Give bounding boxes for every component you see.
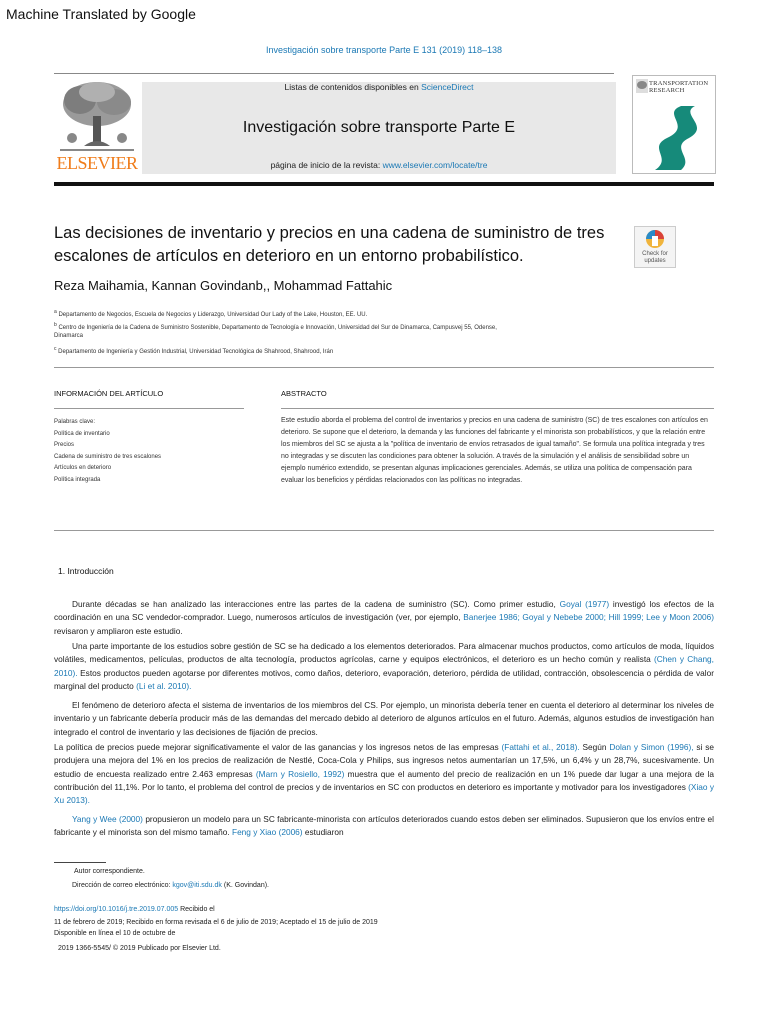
text-run: propusieron un modelo para un SC fabricante-minorista con artículos deteriorados cuando estos deben ser eliminados. Supusieron que los envíos entre el fabricante y el minorista son del mismo tamaño. — [54, 814, 715, 838]
abstract-heading: ABSTRACTO — [281, 389, 327, 398]
intro-paragraph-1 — [54, 598, 714, 638]
affiliation-c — [54, 344, 654, 358]
text-run: Durante décadas se han analizado las interacciones entre las partes de la cadena de suministro (SC). Como primer estudio, — [72, 599, 560, 609]
email-link[interactable]: kgov@iti.sdu.dk — [172, 882, 222, 889]
cover-road-icon — [633, 104, 715, 172]
affiliation-mark: b — [54, 322, 57, 328]
doi-link[interactable]: https://doi.org/10.1016/j.tre.2019.07.005 — [54, 906, 179, 913]
citation-link[interactable]: Goyal (1977) — [559, 599, 610, 609]
elsevier-mini-logo-icon — [636, 79, 648, 93]
copyright-line: 2019 1366-5545/ © 2019 Publicado por Elsevier Ltd. — [58, 945, 221, 952]
affiliation-text: Departamento de Negocios, Escuela de Negocios y Liderazgo, Universidad Our Lady of the Lake, Houston, EE. UU. — [58, 312, 368, 318]
author-list: Reza Maihamia, Kannan Govindanb,, Mohammad Fattahic — [54, 278, 393, 293]
journal-homepage-line — [142, 160, 616, 170]
header-top-rule — [54, 73, 614, 74]
journal-homepage-link[interactable]: www.elsevier.com/locate/tre — [382, 160, 488, 170]
journal-title: Investigación sobre transporte Parte E — [242, 119, 516, 136]
affiliation-text: Centro de Ingeniería de la Cadena de Suministro Sostenible, Departamento de Tecnología e Innovación, Universidad del Sur de Dinamarca, Campusvej 55, Odense, — [58, 325, 497, 331]
contents-available-line — [142, 82, 616, 92]
article-info-heading: INFORMACIÓN DEL ARTÍCULO — [54, 389, 164, 398]
journal-cover — [632, 75, 716, 174]
intro-paragraph-3 — [54, 699, 714, 739]
affiliation-text: Departamento de Ingeniería y Gestión Industrial, Universidad Tecnológica de Shahrood, Shahrood, Irán — [58, 349, 334, 355]
text-run: Según — [579, 742, 610, 752]
citation-link[interactable]: (Fattahi et al., 2018). — [501, 742, 580, 752]
info-top-rule — [54, 367, 714, 368]
text-run: El fenómeno de deterioro afecta el sistema de inventarios de los miembros del CS. Por ejemplo, un minorista debería tener en cuenta el deterioro al determinar los niveles de inventario y un fabricante debería producir más de las demandas del mercado debido al deterioro de algunos artículos en el futuro. Además, algunos estudios de investigación han integrado el control de inventario y las decisiones de fijación de precios. — [54, 700, 714, 737]
citation-link[interactable]: (Xiao y Xu 2013). — [54, 781, 714, 806]
citation-link[interactable]: Dolan y Simon (1996), — [609, 742, 694, 752]
available-online-line: Disponible en línea el 10 de octubre de — [54, 930, 176, 937]
text-run: si se produjera una mejora del 1% en los precios de realización de Nestlé, Coca-Cola y Philips, sus ingresos netos aumentarían un 17,5%, un 6,4% y un 28,7%, sucesivamente. Un estudio de encuesta realizado entre 2.463 empresas — [54, 742, 714, 779]
journal-reference[interactable]: Investigación sobre transporte Parte E 131 (2019) 118–138 — [266, 45, 502, 55]
dates-line: 11 de febrero de 2019; Recibido en forma revisada el 6 de julio de 2019; Aceptado el 15 de julio de 2019 — [54, 919, 378, 926]
intro-paragraph-2 — [54, 640, 714, 693]
keywords-label: Palabras clave: — [54, 419, 96, 425]
citation-link[interactable]: (Chen y Chang, 2010). — [54, 654, 714, 678]
keyword-item: Precios — [54, 442, 75, 448]
footnote-rule — [54, 862, 106, 863]
article-info-rule — [54, 408, 244, 409]
email-suffix: (K. Govindan). — [221, 882, 269, 889]
affiliation-b-cont — [54, 331, 654, 342]
keyword-item: Cadena de suministro de tres escalones — [54, 453, 162, 460]
machine-translation-banner: Machine Translated by Google — [6, 6, 196, 22]
keywords-list — [54, 417, 161, 486]
elsevier-wordmark: ELSEVIER — [56, 153, 138, 173]
affiliation-mark: a — [54, 309, 57, 315]
sciencedirect-link[interactable]: ScienceDirect — [421, 82, 474, 92]
text-run: Una parte importante de los estudios sobre gestión de SC se ha dedicado a los elementos deteriorados. Para almacenar muchos productos, como artículos de moda, líquidos volátiles, medicamentos, películas, productos de alta tecnología, productos agrícolas, carne y equipos electrónicos, el deterioro es un hecho común y realista — [54, 641, 714, 665]
text-run: estudiaron — [302, 827, 344, 838]
intro-paragraph-5 — [54, 813, 714, 840]
keyword-item: Política integrada — [54, 476, 101, 483]
abstract-rule — [281, 408, 714, 409]
abstract-bottom-rule — [54, 530, 714, 531]
text-run: investigó los efectos de la coordinación en una SC vendedor-comprador. Luego, numerosos artículos de investigación (ver, por ejemplo, — [54, 599, 714, 623]
received-prefix: Recibido el — [178, 906, 215, 913]
cover-title: TRANSPORTATION RESEARCH — [649, 80, 709, 94]
section-heading-introduction: 1. Introducción — [58, 566, 114, 576]
keyword-item: Artículos en deterioro — [54, 465, 112, 471]
check-for-updates-button[interactable] — [634, 226, 676, 268]
affiliation-text: Dinamarca — [54, 333, 84, 339]
article-title — [54, 222, 634, 268]
affiliation-a — [54, 307, 654, 321]
text-run: La política de precios puede mejorar significativamente el valor de las ganancias y los ingresos netos de las empresas — [54, 742, 502, 752]
homepage-prefix: página de inicio de la revista: — [270, 160, 383, 170]
elsevier-logo — [54, 78, 140, 174]
email-note — [72, 882, 269, 889]
citation-link[interactable]: Feng y Xiao (2006) — [232, 827, 303, 838]
header-bottom-rule — [54, 182, 714, 186]
article-title-line-1: Las decisiones de inventario y precios en una cadena de suministro de tres — [54, 224, 605, 242]
keyword-item: Política de inventario — [54, 430, 110, 437]
citation-link[interactable]: Banerjee 1986; Goyal y Nebebe 2000; Hill 1999; Lee y Moon 2006) — [463, 612, 715, 623]
text-run: Estos productos pueden agotarse por diferentes motivos, como daños, deterioro, evaporación, deterioro, pérdida de utilidad, contracción, obsolescencia o pérdida de valor marginal del producto — [54, 667, 714, 691]
citation-link[interactable]: Yang y Wee (2000) — [72, 814, 143, 824]
article-title-line-2: escalones de artículos en deterioro en un entorno probabilístico. — [54, 247, 524, 265]
check-updates-label: Check for updates — [642, 251, 668, 264]
abstract-text: Este estudio aborda el problema del control de inventarios y precios en una cadena de suministro (SC) de tres escalones con artículos en deterioro. Se supone que el deterioro, la demanda y las funciones del fabricante y el minorista son probabilísticos, y que la relación entre los miembros del SC se ajusta a la "política de inventario de envíos retrasados de igual tamaño". Se formula una política integrada y tres no integradas y se discuten las condiciones para obtener la solución. A través de la simulación y el análisis de sensibilidad sobre un ejemplo numérico extendido, se presentan algunas implicaciones gerenciales. Además, se utiliza una política de compensación para evaluar los beneficios y pérdidas relacionados con las políticas no integradas. — [281, 417, 708, 484]
text-run: muestra que el aumento del precio de realización en un 1% puede dar lugar a una mejora de la contribución del 11,1%. Por lo tanto, el problema del control de precios y de inventarios en SC con productos en deterioro es importante y motivador para los investigadores — [54, 768, 714, 792]
intro-paragraph-4 — [54, 741, 714, 807]
email-prefix: Dirección de correo electrónico: — [72, 882, 173, 889]
tree-icon — [54, 78, 140, 156]
check-updates-icon — [635, 227, 675, 251]
citation-link[interactable]: (Marn y Rosiello, 1992) — [255, 768, 345, 779]
affiliation-mark: c — [54, 346, 57, 352]
doi-line — [54, 906, 215, 913]
corresponding-author-note: Autor correspondiente. — [74, 868, 145, 875]
citation-link[interactable]: (Li et al. 2010). — [136, 680, 192, 691]
contents-prefix: Listas de contenidos disponibles en — [284, 82, 422, 92]
text-run: revisaron y ampliaron este estudio. — [54, 625, 183, 636]
